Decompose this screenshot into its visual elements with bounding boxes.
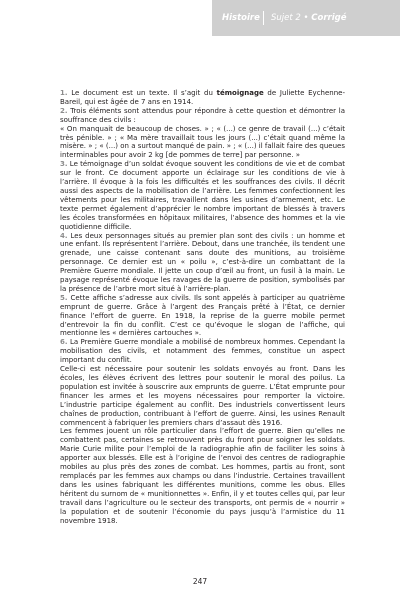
answer-number: 2. — [60, 106, 68, 115]
header-divider — [263, 11, 264, 25]
paragraph-6-conclusion: Les femmes jouent un rôle particulier dans l’effort de guerre. Bien qu’elles ne combattent pas, certaines se retrouvent près du front pour soigner les soldats. Marie Curie milite pour l’emploi de la radiographie afin de faciliter les soins à apporter aux blessés. Elle est à l’origine de l’envoi des centres de radiographie mobiles au plus près des zones de combat. Les hommes, partis au front, sont remplacés par les femmes aux champs ou dans l’industrie. Certaines travaillent dans les usines fabriquant les différentes munitions, comme les obus. Elles héritent du surnom de « munitionnettes ». Enfin, il y et toutes celles qui, par leur travail dans l’agriculture ou le secteur des transports, ont permis de « nourrir » la population et de soutenir l’économie du pays jusqu’à l’armistice du 11 novembre 1918. — [60, 427, 345, 525]
paragraph-2 — [60, 107, 345, 125]
answer-number: 6. — [60, 338, 68, 347]
keyword: témoignage — [216, 89, 264, 97]
answer-number: 5. — [60, 293, 68, 302]
paragraph-text: de Juliette Eychenne-Bareil, qui est âgée de 7 ans en 1914. — [60, 89, 346, 106]
header-subject: Histoire — [222, 13, 260, 23]
header-bullet: • — [303, 13, 309, 23]
answer-number: 3. — [60, 160, 68, 169]
page-number: 247 — [192, 577, 208, 586]
header-sujet: Sujet 2 — [271, 13, 301, 23]
paragraph-1 — [60, 89, 345, 107]
paragraph-4 — [60, 232, 345, 294]
answer-number: 4. — [60, 231, 68, 240]
paragraph-text: Le témoignage d’un soldat évoque souvent les conditions de vie et de combat sur le front. Ce document apporte un éclairage sur les conditions de vie à l’arrière. Il évoque à la fois les difficultés et les souffrances des civils. Il décrit aussi des aspects de la mobilisation de l’arrière. Les femmes confectionnent les vêtements pour les militaires, travaillent dans les usines d’armement, etc. Le texte permet également d’apprécier le nombre important de blessés à travers les écoles transformées en hôpitaux militaires, l’absence des hommes et la vie quotidienne difficile. — [60, 160, 345, 231]
paragraph-text: La Première Guerre mondiale a mobilisé de nombreux hommes. Cependant la mobilisation des civils, et notamment des femmes, constitue un aspect important du conflit. — [60, 338, 345, 365]
paragraph-text: Les deux personnages situés au premier plan sont des civils : un homme et une enfant. Ils représentent l’arrière. Debout, dans une tranchée, ils tendent une grenade, une caisse contenant sans doute des munitions, au troisième personnage. Ce dernier est un « poilu », c’est-à-dire un combattant de la Première Guerre mondiale. Il jette un coup d’œil au front, un fusil à la main. Le paysage représenté évoque les ravages de la guerre de position, symbolisés par la présence de l’arbre mort situé à l’arrière-plan. — [60, 231, 345, 293]
paragraph-3 — [60, 160, 345, 231]
paragraph-6-body: Celle-ci est nécessaire pour soutenir les soldats envoyés au front. Dans les écoles, les élèves écrivent des lettres pour soutenir le moral des poilus. La population est invitée à souscrire aux emprunts de guerre. L’État emprunte pour financer les armes et les moyens nécessaires pour remporter la victoire. L’industrie participe également au conflit. Des industriels convertissent leurs chaînes de production, contribuant à l’effort de guerre. Ainsi, les usines Renault commencent à fabriquer les premiers chars d’assaut dès 1916. — [60, 365, 345, 427]
paragraph-6 — [60, 338, 345, 365]
running-header — [0, 0, 400, 36]
answer-text — [60, 89, 345, 525]
paragraph-5 — [60, 294, 345, 339]
paragraph-text: Cette affiche s’adresse aux civils. Ils sont appelés à participer au quatrième emprunt de guerre. Grâce à l’argent des Français prêté à l’État, ce dernier finance l’effort de guerre. En 1918, la reprise de la guerre mobile permet d’entrevoir la fin du conflit. C’est ce qu’évoque le slogan de l’affiche, qui mentionne les « dernières cartouches ». — [60, 293, 345, 338]
paragraph-text: Le document est un texte. Il s’agit du — [71, 89, 217, 97]
paragraph-2-quotes: « On manquait de beaucoup de choses. » ; « (...) ce genre de travail (...) c’était très pénible. » ; « Ma mère travaillait tous les jours (...) c’était quand même la misère. » ; « (...) on a surtout manqué de pain. » ; « (...) il fallait faire des queues interminables pour avoir 2 kg [de pommes de terre] par personne. » — [60, 124, 345, 160]
header-section — [271, 13, 346, 23]
header-corrige: Corrigé — [311, 13, 347, 23]
paragraph-text: Trois éléments sont attendus pour répondre à cette question et démontrer la souffrance des civils : — [60, 106, 345, 124]
answer-number: 1. — [60, 89, 68, 97]
